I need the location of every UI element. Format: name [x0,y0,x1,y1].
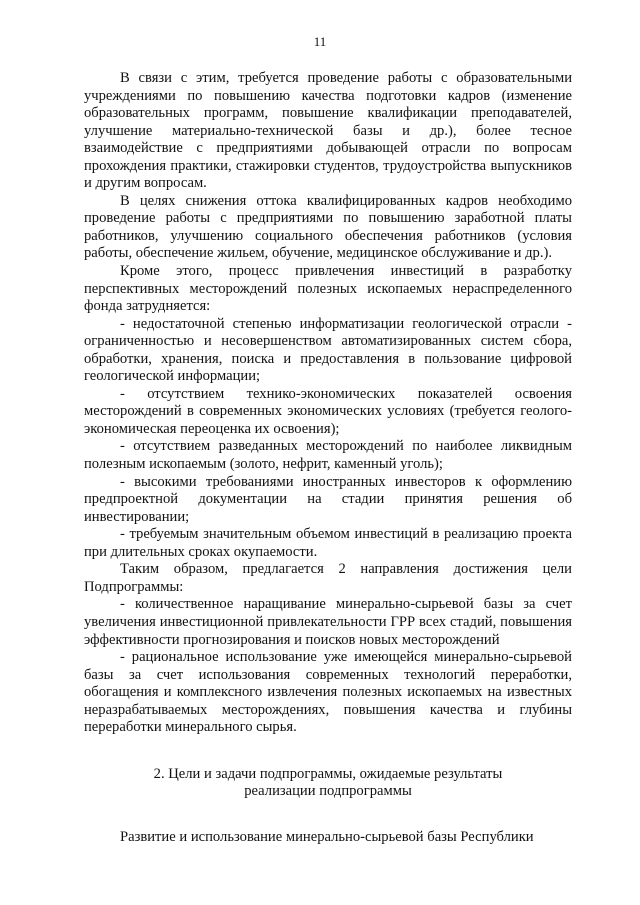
list-item: - рациональное использование уже имеющейся минерально-сырьевой базы за счет использования современных технологий переработки, обогащения и комплексного извлечения полезных ископаемых на известных неразрабатываемых месторождениях, повышения качества и глубины переработки минерального сырья. [84,649,572,736]
page-number: 11 [313,34,327,49]
list-item: - недостаточной степенью информатизации геологической отрасли - ограниченностью и несовершенством автоматизированных систем сбора, обработки, хранения, поиска и предоставления в пользование цифровой геологической информации; [84,315,572,385]
paragraph: Развитие и использование минерально-сырьевой базы Республики [120,828,534,845]
paragraph: В связи с этим, требуется проведение работы с образовательными учреждениями по повышению качества подготовки кадров (изменение образовательных программ, повышение квалификации преподавателей, улучшение материально-технической базы и др.), более тесное взаимодействие с предприятиями добывающей отрасли по вопросам прохождения практики, стажировки студентов, трудоустройства выпускников и другим вопросам. [84,70,572,192]
paragraph: В целях снижения оттока квалифицированных кадров необходимо проведение работы с предприятиями по повышению заработной платы работников, улучшению социального обеспечения работников (условия работы, обеспечение жильем, обучение, медицинское обслуживание и др.). [84,192,572,262]
list-item: - отсутствием технико-экономических показателей освоения месторождений в современных экономических условиях (требуется геолого-экономическая переоценка их освоения); [84,385,572,437]
list-item: - требуемым значительным объемом инвестиций в реализацию проекта при длительных сроках окупаемости. [84,526,572,560]
list-item: - количественное наращивание минерально-сырьевой базы за счет увеличения инвестиционной привлекательности ГРР всех стадий, повышения эффективности прогнозирования и поисков новых месторождений [84,596,572,648]
document-body [84,70,572,846]
paragraph: Кроме этого, процесс привлечения инвестиций в разработку перспективных месторождений полезных ископаемых нераспределенного фонда затрудняется: [84,263,572,315]
section-heading-line2: реализации подпрограммы [244,783,412,800]
paragraph: Таким образом, предлагается 2 направления достижения цели Подпрограммы: [84,561,572,595]
list-item: - отсутствием разведанных месторождений по наиболее ликвидным полезным ископаемым (золото, нефрит, каменный уголь); [84,438,572,473]
section-heading [84,766,572,801]
section-heading-line1: 2. Цели и задачи подпрограммы, ожидаемые результаты [153,765,503,782]
list-item: - высокими требованиями иностранных инвесторов к оформлению предпроектной документации на стадии принятия решения об инвестировании; [84,473,572,525]
